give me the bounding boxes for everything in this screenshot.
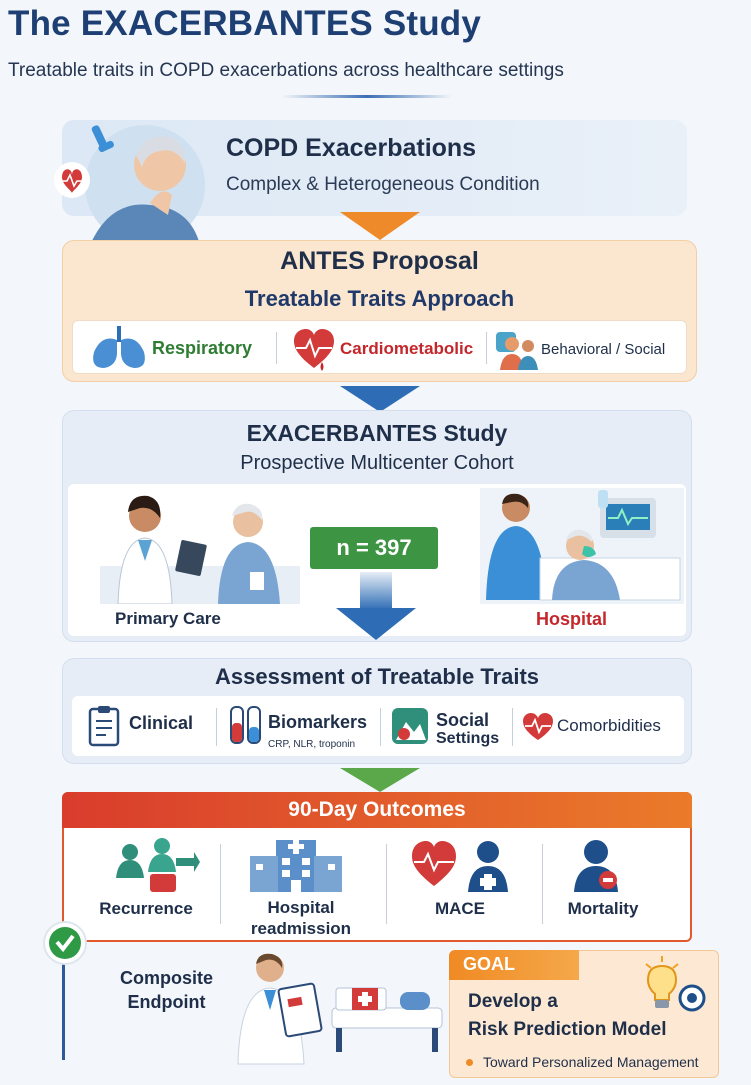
flow-arrow-4 (340, 768, 420, 794)
trait-divider (276, 332, 277, 364)
outcomes-title: 90-Day Outcomes (288, 798, 466, 821)
study-subtitle: Prospective Multicenter Cohort (240, 452, 514, 474)
outcome-mace: MACE (434, 899, 486, 918)
sample-size-badge: n = 397 (310, 527, 438, 569)
mace-icon (410, 836, 510, 894)
goal-line1: Develop a (468, 991, 558, 1012)
assess-biomarkers-detail: CRP, NLR, troponin (268, 739, 356, 750)
composite-line2: Endpoint (127, 992, 206, 1012)
people-icon (494, 328, 540, 372)
heart-icon (292, 328, 336, 372)
outcome-divider (386, 844, 387, 924)
assess-biomarkers: Biomarkers (268, 712, 368, 732)
mortality-icon (570, 836, 626, 894)
outcome-hospital-line2: readmission (250, 919, 352, 938)
primary-care-label: Primary Care (115, 609, 221, 628)
bullet-dot (466, 1059, 473, 1066)
outcome-divider (542, 844, 543, 924)
copd-subtitle: Complex & Heterogeneous Condition (226, 174, 540, 195)
check-badge-icon (42, 920, 88, 966)
recurrence-icon (110, 836, 200, 894)
hospital-building-icon (248, 836, 344, 894)
patient-illustration (50, 115, 215, 245)
lungs-icon (88, 324, 150, 370)
outcome-divider (220, 844, 221, 924)
assess-social-line2: Settings (436, 730, 500, 747)
doctor-bed-illustration (232, 948, 450, 1066)
trait-behavioral-social: Behavioral / Social (541, 341, 666, 358)
antes-subtitle: Treatable Traits Approach (244, 286, 515, 311)
trait-cardiometabolic: Cardiometabolic (340, 339, 474, 358)
trait-respiratory: Respiratory (152, 338, 253, 358)
assessment-title: Assessment of Treatable Traits (214, 664, 540, 689)
assess-divider (216, 708, 217, 746)
study-title: EXACERBANTES Study (246, 420, 508, 446)
goal-line2: Risk Prediction Model (468, 1019, 667, 1040)
heart-ecg-icon (54, 162, 90, 198)
assess-clinical: Clinical (129, 713, 194, 733)
test-tubes-icon (228, 703, 264, 747)
assess-comorbidities: Comorbidities (557, 716, 661, 735)
goal-note: Toward Personalized Management (483, 1054, 699, 1070)
assess-divider (512, 708, 513, 746)
clipboard-icon (88, 705, 122, 747)
trait-divider (486, 332, 487, 364)
lightbulb-target-icon (642, 954, 708, 1020)
social-settings-icon (390, 706, 430, 746)
comorbidity-heart-icon (522, 712, 554, 742)
antes-title: ANTES Proposal (280, 247, 479, 275)
primary-care-illustration (100, 486, 300, 604)
hospital-illustration (480, 488, 684, 604)
outcome-mortality: Mortality (567, 899, 639, 918)
copd-title: COPD Exacerbations (226, 134, 477, 162)
outcome-recurrence: Recurrence (99, 899, 193, 918)
assess-divider (380, 708, 381, 746)
flow-arrow-1 (340, 212, 420, 242)
goal-label: GOAL (463, 954, 515, 974)
title-divider (282, 95, 452, 98)
page-title: The EXACERBANTES Study (8, 4, 482, 43)
composite-line1: Composite (120, 968, 214, 988)
assess-social-line1: Social (436, 710, 490, 730)
hospital-label: Hospital (536, 609, 608, 629)
page-subtitle: Treatable traits in COPD exacerbations across healthcare settings (8, 60, 564, 81)
composite-endpoint-label (120, 966, 213, 1014)
outcome-hospital-line1: Hospital (267, 898, 335, 917)
flow-arrow-3 (336, 572, 416, 640)
